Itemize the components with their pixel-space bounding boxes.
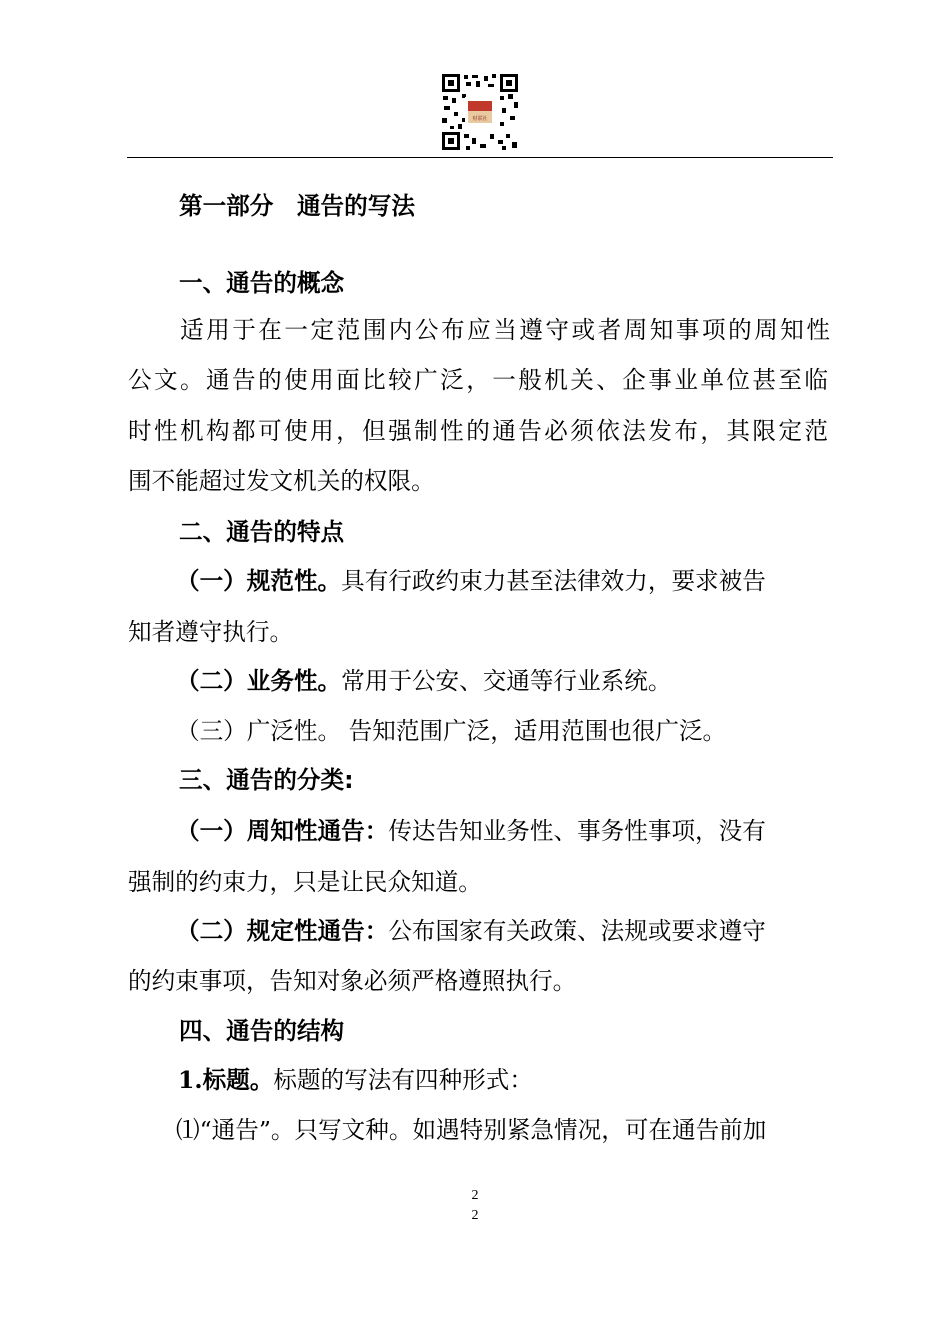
body-line: 公文。通告的使用面比较广泛，一般机关、企事业单位甚至临 (128, 366, 828, 394)
qr-code (440, 72, 520, 152)
page-number: 2 (471, 1208, 479, 1223)
section-heading-3: 三、通告的分类: (179, 766, 354, 794)
section-heading-1: 一、通告的概念 (179, 269, 345, 297)
list-item (176, 666, 671, 696)
item-text: 常用于公安、交通等行业系统。 (341, 667, 672, 695)
page-title: 第一部分 通告的写法 (179, 192, 415, 220)
item-text: 告知范围广泛，适用范围也很广泛。 (341, 717, 727, 745)
item-label: （三）广泛性。 (176, 717, 342, 745)
item-label: （一）规范性。 (176, 567, 342, 595)
list-item (176, 566, 766, 596)
subsection-label: 1.标题。 (178, 1066, 274, 1094)
body-line: 围不能超过发文机关的权限。 (128, 467, 435, 495)
body-line: 的约束事项，告知对象必须严格遵照执行。 (128, 967, 577, 995)
body-line: 知者遵守执行。 (128, 618, 294, 646)
item-text: 公布国家有关政策、法规或要求遵守 (388, 917, 766, 945)
list-item (176, 916, 766, 946)
item-number: ⑴ (176, 1116, 200, 1144)
section-heading-4: 四、通告的结构 (179, 1017, 345, 1045)
body-line: 时性机构都可使用，但强制性的通告必须依法发布，其限定范 (128, 417, 828, 445)
list-item (176, 816, 766, 846)
header-rule (127, 157, 833, 158)
subsection (178, 1065, 533, 1095)
list-item (176, 1115, 766, 1145)
page-number: 2 (471, 1188, 479, 1203)
item-text: 传达告知业务性、事务性事项，没有 (388, 817, 766, 845)
item-text: “通告”。只写文种。如遇特别紧急情况，可在通告前加 (199, 1116, 767, 1144)
subsection-text: 标题的写法有四种形式： (273, 1066, 533, 1094)
item-label: （一）周知性通告： (176, 817, 389, 845)
section-heading-2: 二、通告的特点 (179, 518, 345, 546)
item-label: （二）业务性。 (176, 667, 342, 695)
qr-logo-text: 财联社 (472, 116, 488, 122)
item-label: （二）规定性通告： (176, 917, 389, 945)
item-text: 具有行政约束力甚至法律效力，要求被告 (341, 567, 766, 595)
body-line: 强制的约束力，只是让民众知道。 (128, 868, 482, 896)
body-line: 适用于在一定范围内公布应当遵守或者周知事项的周知性 (180, 316, 830, 344)
list-item (176, 716, 726, 746)
